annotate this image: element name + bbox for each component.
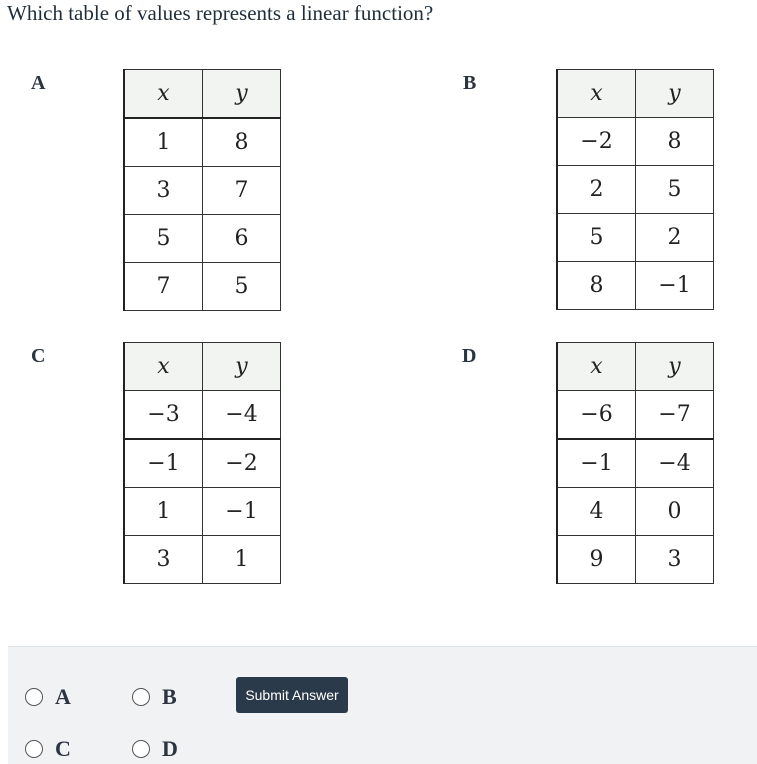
table-header-row bbox=[124, 70, 281, 119]
table-header-row bbox=[557, 70, 714, 118]
cell-x: −6 bbox=[557, 391, 636, 440]
cell-y: 1 bbox=[203, 536, 281, 584]
cell-x: −1 bbox=[124, 439, 203, 488]
cell-y: −7 bbox=[636, 391, 714, 440]
cell-x: 3 bbox=[124, 536, 203, 584]
table-c bbox=[123, 342, 281, 584]
header-y: y bbox=[203, 70, 281, 119]
table-row bbox=[124, 439, 281, 488]
table-row bbox=[124, 391, 281, 440]
table-row bbox=[557, 439, 714, 488]
table-d bbox=[556, 342, 714, 584]
choice-d[interactable] bbox=[132, 736, 178, 762]
table-b-label: B bbox=[463, 72, 477, 94]
choice-c[interactable] bbox=[25, 736, 71, 762]
radio-c[interactable] bbox=[25, 740, 43, 758]
table-row bbox=[124, 263, 281, 311]
table-row bbox=[557, 391, 714, 440]
table-header-row bbox=[557, 343, 714, 391]
cell-x: 1 bbox=[124, 118, 203, 167]
table-c-label: C bbox=[31, 345, 46, 367]
header-x: x bbox=[557, 343, 636, 391]
choice-a-label[interactable]: A bbox=[55, 684, 71, 709]
cell-x: 3 bbox=[124, 167, 203, 215]
header-y: y bbox=[636, 343, 714, 391]
choice-b[interactable] bbox=[132, 684, 177, 710]
table-row bbox=[557, 536, 714, 584]
cell-y: −4 bbox=[636, 439, 714, 488]
radio-b[interactable] bbox=[132, 688, 150, 706]
cell-y: −2 bbox=[203, 439, 281, 488]
cell-x: −1 bbox=[557, 439, 636, 488]
header-y: y bbox=[203, 343, 281, 391]
cell-x: 5 bbox=[557, 214, 636, 262]
table-row bbox=[124, 536, 281, 584]
cell-x: 5 bbox=[124, 215, 203, 263]
cell-y: 3 bbox=[636, 536, 714, 584]
header-x: x bbox=[124, 343, 203, 391]
table-row bbox=[557, 118, 714, 166]
cell-y: 5 bbox=[636, 166, 714, 214]
cell-x: 4 bbox=[557, 488, 636, 536]
cell-y: −4 bbox=[203, 391, 281, 440]
cell-x: 7 bbox=[124, 263, 203, 311]
cell-y: 7 bbox=[203, 167, 281, 215]
cell-x: 1 bbox=[124, 488, 203, 536]
question-text: Which table of values represents a linear function? bbox=[7, 1, 434, 25]
table-row bbox=[557, 214, 714, 262]
answer-panel bbox=[8, 646, 757, 764]
cell-x: 8 bbox=[557, 262, 636, 310]
table-row bbox=[557, 166, 714, 214]
table-row bbox=[124, 215, 281, 263]
choice-a[interactable] bbox=[25, 684, 71, 710]
table-row bbox=[124, 488, 281, 536]
table-row bbox=[124, 167, 281, 215]
table-a-label: A bbox=[31, 72, 46, 94]
table-header-row bbox=[124, 343, 281, 391]
cell-y: 8 bbox=[203, 118, 281, 167]
cell-y: 5 bbox=[203, 263, 281, 311]
cell-y: −1 bbox=[203, 488, 281, 536]
submit-answer-button[interactable]: Submit Answer bbox=[236, 677, 348, 713]
choice-c-label[interactable]: C bbox=[55, 736, 71, 761]
table-b bbox=[556, 69, 714, 310]
table-row bbox=[557, 262, 714, 310]
radio-a[interactable] bbox=[25, 688, 43, 706]
cell-y: 0 bbox=[636, 488, 714, 536]
table-d-label: D bbox=[462, 345, 477, 367]
cell-x: −2 bbox=[557, 118, 636, 166]
radio-d[interactable] bbox=[132, 740, 150, 758]
choice-b-label[interactable]: B bbox=[162, 684, 177, 709]
header-x: x bbox=[557, 70, 636, 118]
table-a bbox=[123, 69, 281, 311]
cell-y: 2 bbox=[636, 214, 714, 262]
cell-y: 6 bbox=[203, 215, 281, 263]
cell-y: −1 bbox=[636, 262, 714, 310]
choice-d-label[interactable]: D bbox=[162, 736, 178, 761]
table-row bbox=[124, 118, 281, 167]
cell-x: −3 bbox=[124, 391, 203, 440]
cell-x: 9 bbox=[557, 536, 636, 584]
header-x: x bbox=[124, 70, 203, 119]
cell-y: 8 bbox=[636, 118, 714, 166]
cell-x: 2 bbox=[557, 166, 636, 214]
header-y: y bbox=[636, 70, 714, 118]
table-row bbox=[557, 488, 714, 536]
